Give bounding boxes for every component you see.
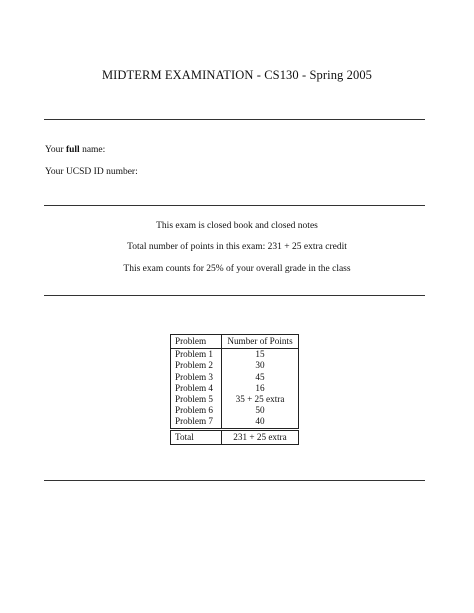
points-cell: 35 + 25 extra: [235, 394, 285, 405]
grade-weight-note: This exam counts for 25% of your overall grade in the class: [123, 264, 351, 274]
problem-cell: Problem 4: [171, 383, 222, 394]
table-row: [171, 394, 299, 405]
divider-rule: [44, 480, 425, 481]
points-cell: 50: [255, 405, 265, 416]
problem-cell: Problem 6: [171, 405, 222, 416]
full-name-field: [45, 145, 105, 155]
total-points-cell: 231 + 25 extra: [233, 431, 287, 442]
full-name-label-suffix: name:: [79, 145, 106, 155]
table-total-row: [171, 429, 299, 444]
header-problem: Problem: [171, 335, 222, 349]
full-name-label-bold: full: [65, 145, 80, 155]
table-row: [171, 360, 299, 371]
full-name-label-prefix: Your: [45, 145, 66, 155]
table-row: [171, 372, 299, 383]
problem-cell: Problem 5: [171, 394, 222, 405]
problem-cell: Problem 3: [171, 372, 222, 383]
closed-book-note: This exam is closed book and closed notes: [156, 221, 318, 231]
total-points-note: Total number of points in this exam: 231 + 25 extra credit: [127, 242, 347, 252]
table-row: [171, 416, 299, 429]
points-cell: 16: [255, 382, 265, 393]
problem-cell: Problem 2: [171, 360, 222, 371]
header-points: Number of Points: [227, 336, 293, 346]
points-table: [170, 334, 299, 445]
table-row: [171, 383, 299, 394]
table-row: [171, 405, 299, 416]
problem-cell: Problem 7: [171, 416, 222, 429]
table-header-row: [171, 335, 299, 349]
problem-cell: Problem 1: [171, 349, 222, 361]
divider-rule: [44, 119, 425, 120]
total-label-cell: Total: [171, 429, 222, 444]
points-cell: 15: [255, 349, 265, 360]
divider-rule: [44, 295, 425, 296]
points-cell: 40: [255, 416, 265, 427]
points-cell: 45: [255, 371, 265, 382]
divider-rule: [44, 205, 425, 206]
points-cell: 30: [255, 360, 265, 371]
table-row: [171, 349, 299, 361]
ucsd-id-field: Your UCSD ID number:: [45, 167, 138, 177]
exam-title: MIDTERM EXAMINATION - CS130 - Spring 2005: [101, 68, 373, 82]
